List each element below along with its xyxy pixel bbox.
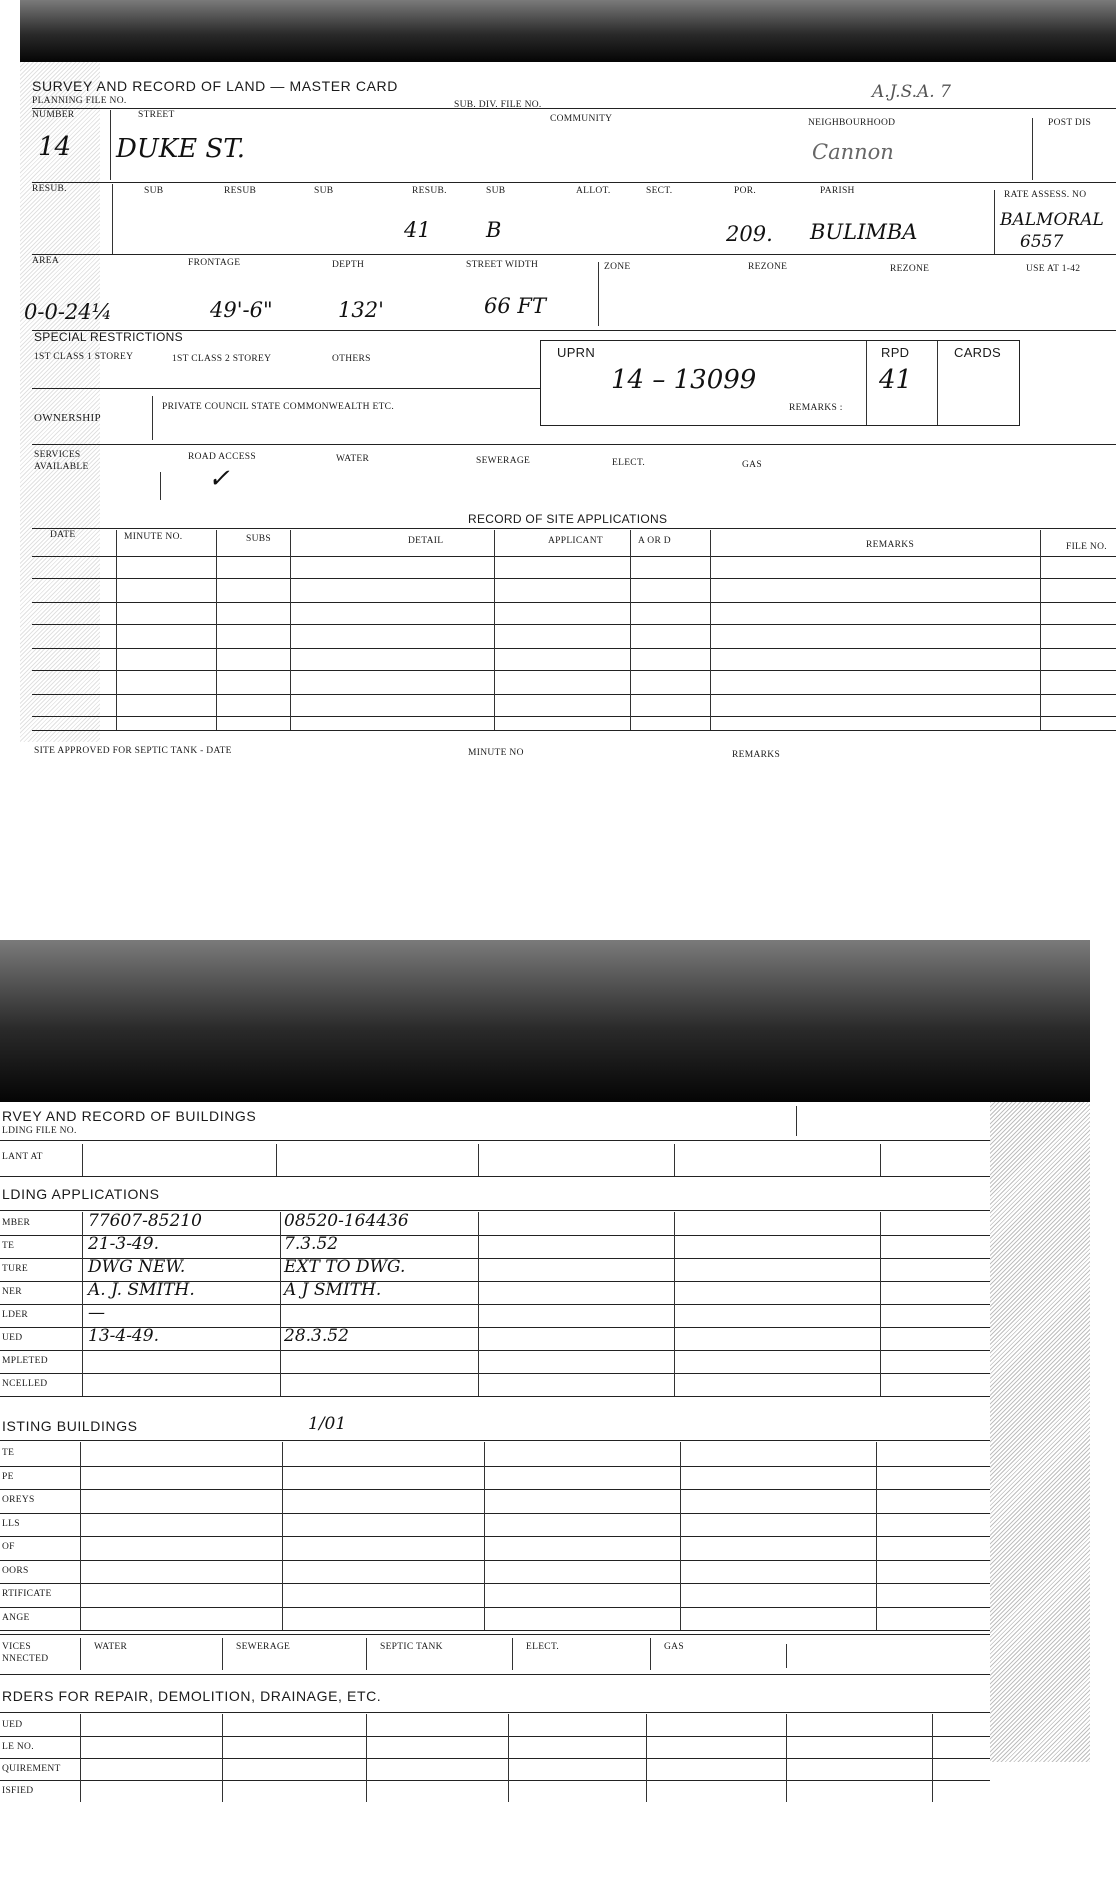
septic-remarks-label: REMARKS xyxy=(732,750,781,760)
site-col-line xyxy=(710,530,711,730)
app-row-label: TURE xyxy=(2,1264,29,1274)
app-value-1: 21-3-49. xyxy=(88,1234,159,1254)
buildings-card xyxy=(0,940,1090,1820)
neighbourhood-value: Cannon xyxy=(812,140,894,164)
existing-row-label: ANGE xyxy=(2,1612,30,1623)
existing-row-line xyxy=(0,1536,990,1537)
services-col-label: GAS xyxy=(664,1642,684,1652)
building-file-label: LDING FILE NO. xyxy=(2,1126,77,1136)
plant-col-line xyxy=(674,1144,675,1176)
existing-buildings-section: ISTING BUILDINGS xyxy=(2,1418,138,1434)
site-apps-title: RECORD OF SITE APPLICATIONS xyxy=(468,512,668,526)
site-col-line xyxy=(116,530,117,730)
site-col-line xyxy=(494,530,495,730)
orders-row-label: QUIREMENT xyxy=(2,1764,61,1774)
site-col-line xyxy=(290,530,291,730)
rate-value-1: BALMORAL xyxy=(1000,210,1104,230)
rpd-label: RPD xyxy=(881,345,910,360)
orders-col-line xyxy=(646,1714,647,1802)
rate-assess-label: RATE ASSESS. NO xyxy=(1004,190,1087,200)
sub-label-5: SUB xyxy=(486,186,506,196)
app-row-label: NER xyxy=(2,1287,22,1297)
street-width-value: 66 FT xyxy=(484,294,546,318)
services-col-line xyxy=(80,1638,81,1670)
scan-speckle-left xyxy=(20,62,100,742)
site-col-line xyxy=(1040,530,1041,730)
uprn-label: UPRN xyxy=(557,345,596,360)
rezone-label-1: REZONE xyxy=(748,262,788,272)
street-width-label: STREET WIDTH xyxy=(466,260,539,270)
app-value-2: A J SMITH. xyxy=(284,1280,382,1300)
plant-col-line xyxy=(880,1144,881,1176)
app-col-line xyxy=(478,1212,479,1396)
uprn-value: 14 – 13099 xyxy=(611,365,757,395)
site-row-line xyxy=(32,624,1116,625)
plant-col-line xyxy=(82,1144,83,1176)
existing-col-line xyxy=(876,1442,877,1630)
existing-row-label: TE xyxy=(2,1448,15,1458)
orders-row-line xyxy=(0,1736,990,1737)
app-row-line xyxy=(0,1373,990,1374)
sewerage-label: SEWERAGE xyxy=(476,456,531,466)
services-col-label: ELECT. xyxy=(526,1642,560,1652)
resub-label-4: RESUB. xyxy=(412,186,447,196)
existing-row-line xyxy=(0,1560,990,1561)
septic-minute-label: MINUTE NO xyxy=(468,748,524,758)
app-row-label: MBER xyxy=(2,1218,31,1228)
sub-label-1: SUB xyxy=(144,186,164,196)
remarks-small-label: REMARKS : xyxy=(789,403,843,413)
services-connected-label-1: VICES xyxy=(2,1642,31,1652)
site-row-line xyxy=(32,602,1116,603)
frontage-value: 49'-6" xyxy=(210,298,273,322)
existing-row-label: RTIFICATE xyxy=(2,1589,52,1599)
app-value-2: 7.3.52 xyxy=(284,1234,339,1254)
existing-row-line xyxy=(0,1466,990,1467)
orders-row-line xyxy=(0,1780,990,1781)
app-row-line xyxy=(0,1304,990,1305)
allot-label: ALLOT. xyxy=(576,186,611,196)
services-col-line xyxy=(512,1638,513,1670)
sub-label-3: SUB xyxy=(314,186,334,196)
site-col-applicant: APPLICANT xyxy=(548,536,603,546)
services-col-label: WATER xyxy=(94,1642,128,1652)
orders-col-line xyxy=(786,1714,787,1802)
services-label-1: SERVICES xyxy=(34,450,81,460)
orders-col-line xyxy=(222,1714,223,1802)
existing-row-label: OREYS xyxy=(2,1495,35,1505)
number-value: 14 xyxy=(38,132,72,162)
plant-col-line xyxy=(478,1144,479,1176)
orders-col-line xyxy=(366,1714,367,1802)
elect-label: ELECT. xyxy=(612,458,646,468)
site-row-line xyxy=(32,648,1116,649)
allot-value: B xyxy=(486,218,502,242)
services-label-2: AVAILABLE xyxy=(34,462,89,472)
app-value-1: — xyxy=(88,1303,105,1323)
scan-shading-top xyxy=(20,0,1116,62)
services-col-line xyxy=(222,1638,223,1670)
services-col-line xyxy=(650,1638,651,1670)
septic-label: SITE APPROVED FOR SEPTIC TANK - DATE xyxy=(34,746,232,756)
existing-row-label: OF xyxy=(2,1542,15,1552)
area-label: AREA xyxy=(32,256,60,266)
site-row-line xyxy=(32,556,1116,557)
existing-col-line xyxy=(680,1442,681,1630)
parish-label: PARISH xyxy=(820,186,855,196)
street-label: STREET xyxy=(138,110,175,120)
app-value-2: 08520-164436 xyxy=(284,1211,409,1231)
number-label: NUMBER xyxy=(32,110,75,120)
site-col-minute: MINUTE NO. xyxy=(124,532,183,542)
planning-file-label: PLANNING FILE NO. xyxy=(32,96,127,106)
water-label: WATER xyxy=(336,454,370,464)
site-col-file: FILE NO. xyxy=(1066,542,1107,552)
site-row-line xyxy=(32,694,1116,695)
existing-row-label: OORS xyxy=(2,1565,29,1576)
street-value: DUKE ST. xyxy=(116,134,246,164)
site-col-detail: DETAIL xyxy=(408,536,444,546)
orders-row-label: ISFIED xyxy=(2,1786,34,1796)
por-value: 209. xyxy=(726,222,773,246)
app-col-line xyxy=(82,1212,83,1396)
resub-label: RESUB. xyxy=(32,184,67,194)
site-col-a-or-d: A OR D xyxy=(638,536,671,546)
existing-hand-value: 1/01 xyxy=(308,1414,347,1434)
site-row-line xyxy=(32,716,1116,717)
post-dist-label: POST DIS xyxy=(1048,118,1092,128)
rate-value-2: 6557 xyxy=(1020,232,1064,252)
app-value-1: 13-4-49. xyxy=(88,1326,159,1346)
existing-col-line xyxy=(282,1442,283,1630)
existing-row-line xyxy=(0,1630,990,1631)
app-row-label: MPLETED xyxy=(2,1356,48,1366)
road-access-value: ✓ xyxy=(208,464,230,494)
services-connected-label-2: NNECTED xyxy=(2,1654,49,1664)
plant-at-label: LANT AT xyxy=(2,1152,43,1162)
site-col-remarks: REMARKS xyxy=(866,540,915,550)
special-restrictions-label: SPECIAL RESTRICTIONS xyxy=(34,330,183,344)
existing-row-line xyxy=(0,1513,990,1514)
frontage-label: FRONTAGE xyxy=(188,258,241,268)
app-row-label: TE xyxy=(2,1241,15,1251)
cards-label: CARDS xyxy=(954,345,1002,360)
class1-label: 1ST CLASS 1 STOREY xyxy=(34,352,134,362)
depth-value: 132' xyxy=(338,298,384,322)
community-label: COMMUNITY xyxy=(550,114,613,124)
use-label: USE AT 1-42 xyxy=(1026,264,1081,274)
land-card-title: SURVEY AND RECORD OF LAND — MASTER CARD xyxy=(32,78,398,94)
orders-col-line xyxy=(80,1714,81,1802)
rezone-label-2: REZONE xyxy=(890,264,930,274)
app-col-line xyxy=(674,1212,675,1396)
app-col-line xyxy=(880,1212,881,1396)
parish-value: BULIMBA xyxy=(810,220,918,244)
buildings-title: RVEY AND RECORD OF BUILDINGS xyxy=(2,1108,257,1124)
plant-col-line xyxy=(276,1144,277,1176)
sect-label: SECT. xyxy=(646,186,673,196)
existing-row-line xyxy=(0,1607,990,1608)
resub-value: 41 xyxy=(404,218,431,242)
gas-label: GAS xyxy=(742,460,762,470)
services-col-line xyxy=(786,1644,787,1668)
services-col-label: SEWERAGE xyxy=(236,1642,291,1652)
ownership-label: OWNERSHIP xyxy=(34,412,101,424)
orders-col-line xyxy=(932,1714,933,1802)
scan-speckle-right xyxy=(990,1102,1090,1762)
resub-label-2: RESUB xyxy=(224,186,257,196)
site-col-date: DATE xyxy=(50,530,76,540)
app-value-2: EXT TO DWG. xyxy=(284,1257,406,1277)
zone-label: ZONE xyxy=(604,262,631,272)
ownership-options: PRIVATE COUNCIL STATE COMMONWEALTH ETC. xyxy=(162,402,394,412)
orders-row-label: LE NO. xyxy=(2,1742,34,1752)
scan-shading-buildings xyxy=(0,940,1090,1102)
subdiv-file-label: SUB. DIV. FILE NO. xyxy=(454,100,542,110)
rpd-value: 41 xyxy=(879,365,913,395)
app-row-label: NCELLED xyxy=(2,1379,48,1389)
existing-col-line xyxy=(80,1442,81,1630)
por-label: POR. xyxy=(734,186,757,196)
orders-row-label: UED xyxy=(2,1720,23,1730)
existing-row-line xyxy=(0,1489,990,1490)
app-value-1: A. J. SMITH. xyxy=(88,1280,195,1300)
site-row-line xyxy=(32,670,1116,671)
app-row-label: UED xyxy=(2,1333,23,1343)
road-access-label: ROAD ACCESS xyxy=(188,452,256,462)
services-col-label: SEPTIC TANK xyxy=(380,1642,443,1652)
site-col-subs: SUBS xyxy=(246,534,271,544)
app-row-label: LDER xyxy=(2,1310,29,1320)
others-label: OTHERS xyxy=(332,354,371,364)
app-col-line xyxy=(280,1212,281,1396)
services-col-line xyxy=(366,1638,367,1670)
app-value-2: 28.3.52 xyxy=(284,1326,349,1346)
app-value-1: 77607-85210 xyxy=(88,1211,202,1231)
app-row-line xyxy=(0,1350,990,1351)
existing-row-label: PE xyxy=(2,1471,14,1482)
depth-label: DEPTH xyxy=(332,260,365,270)
site-row-line xyxy=(32,578,1116,579)
class2-label: 1ST CLASS 2 STOREY xyxy=(172,354,272,364)
existing-row-line xyxy=(0,1583,990,1584)
file-ref-handwritten: A.J.S.A. 7 xyxy=(872,82,951,102)
orders-row-line xyxy=(0,1758,990,1759)
uprn-box xyxy=(540,340,1020,426)
orders-section: RDERS FOR REPAIR, DEMOLITION, DRAINAGE, ETC. xyxy=(2,1688,382,1704)
site-col-line xyxy=(630,530,631,730)
site-col-line xyxy=(216,530,217,730)
app-value-1: DWG NEW. xyxy=(88,1257,186,1277)
area-value: 0-0-24¼ xyxy=(24,300,112,324)
existing-row-label: LLS xyxy=(2,1518,20,1529)
land-master-card xyxy=(20,0,1116,770)
existing-col-line xyxy=(484,1442,485,1630)
building-applications-section: LDING APPLICATIONS xyxy=(2,1186,160,1202)
neighbourhood-label: NEIGHBOURHOOD xyxy=(808,118,896,128)
app-row-line xyxy=(0,1396,990,1397)
orders-col-line xyxy=(508,1714,509,1802)
